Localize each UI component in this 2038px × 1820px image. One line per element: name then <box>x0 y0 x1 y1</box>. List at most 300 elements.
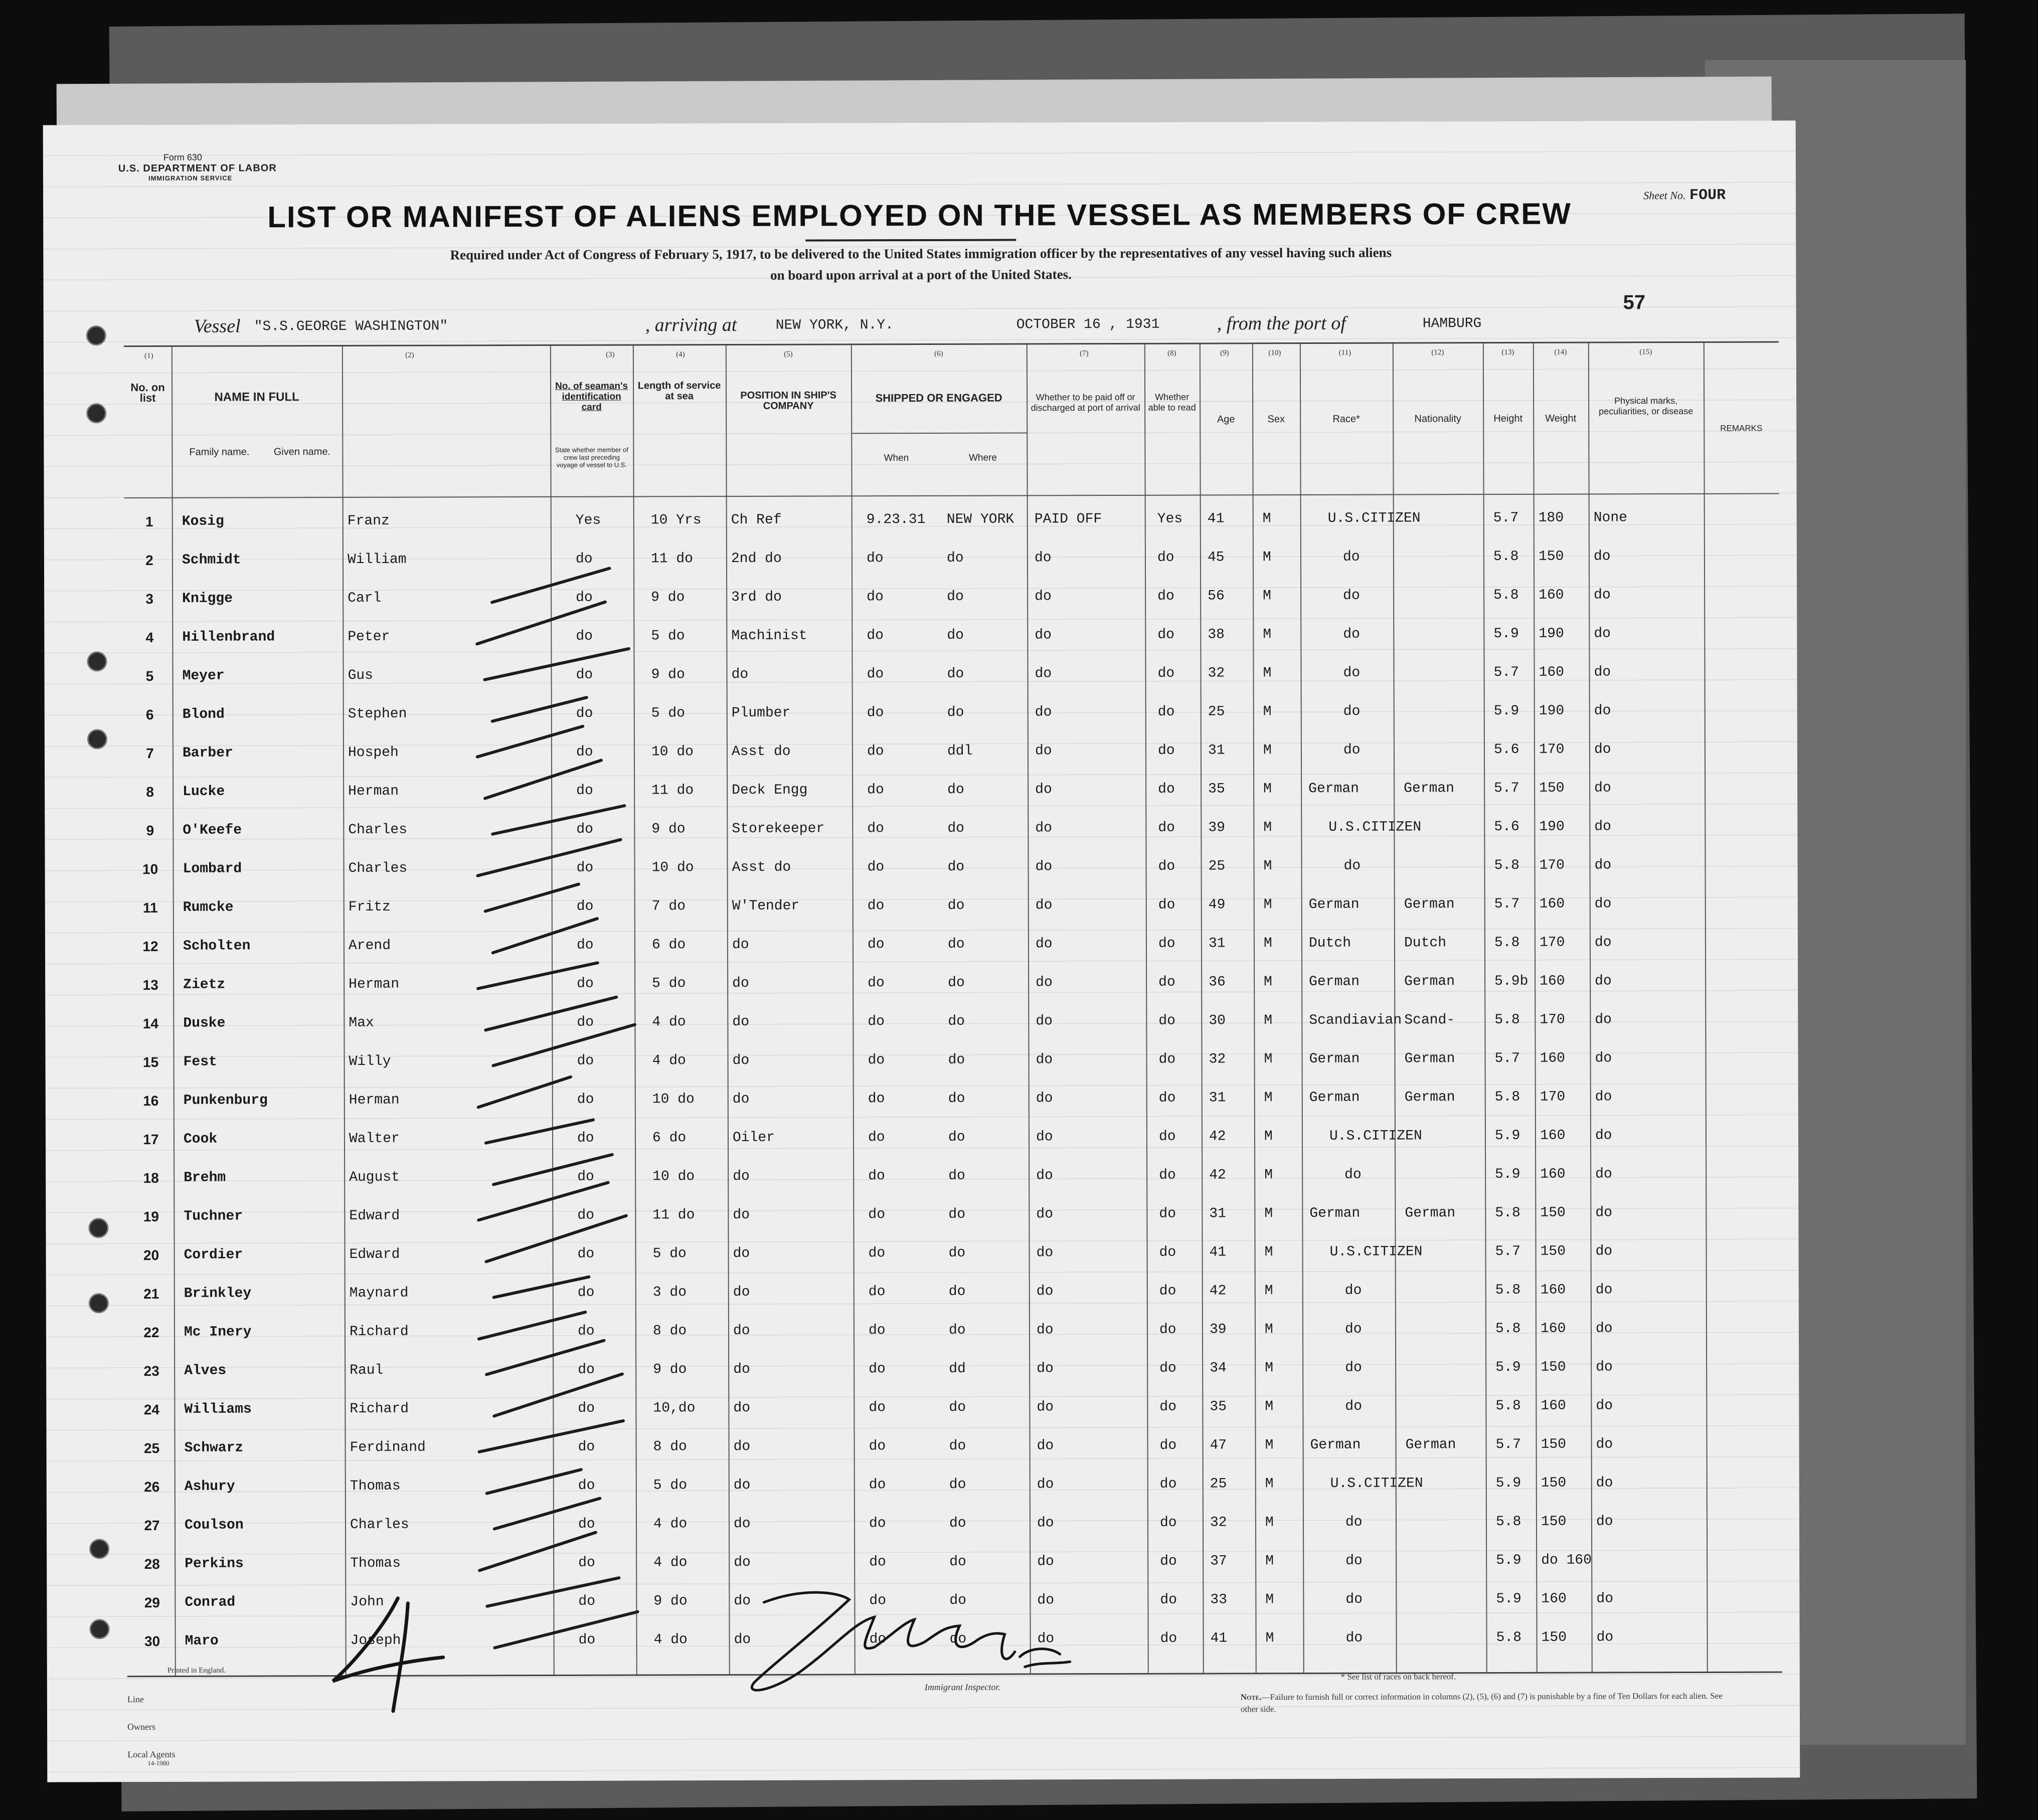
cell-physical-marks: None <box>1593 510 1628 526</box>
cell-able-to-read: do <box>1158 858 1175 874</box>
cell-previous-voyage: Yes <box>575 512 601 528</box>
cell-given-name: Richard <box>350 1401 409 1417</box>
header-no-on-list: No. on list <box>130 381 165 405</box>
cell-previous-voyage: do <box>578 1516 595 1532</box>
sheet-value: FOUR <box>1689 187 1726 204</box>
cell-race: Scandiavian <box>1309 1012 1402 1028</box>
cell-paid-off: do <box>1035 704 1052 720</box>
cell-race: German <box>1309 1051 1360 1067</box>
cell-race: do <box>1345 1591 1363 1607</box>
cell-family-name: Conrad <box>185 1594 236 1610</box>
cell-physical-marks: do <box>1594 857 1612 873</box>
cell-length-of-service: 9 do <box>651 821 686 837</box>
cell-able-to-read: do <box>1159 1360 1176 1376</box>
cell-previous-voyage: do <box>577 1207 595 1223</box>
cell-shipped-when: do <box>867 821 885 837</box>
cell-position: Deck Engg <box>732 782 808 798</box>
cell-race: German <box>1308 781 1360 797</box>
cell-height: 5.7 <box>1494 1050 1520 1067</box>
cell-age: 30 <box>1209 1013 1226 1029</box>
cell-weight: 150 <box>1541 1629 1567 1646</box>
cell-given-name: Arend <box>348 938 391 954</box>
cell-shipped-when: do <box>868 1168 885 1184</box>
cell-age: 31 <box>1208 743 1225 759</box>
column-number: (7) <box>1080 349 1089 358</box>
cell-height: 5.8 <box>1495 1398 1521 1414</box>
cell-paid-off: do <box>1035 627 1052 643</box>
form-code: 14-1980 <box>147 1759 169 1767</box>
cell-previous-voyage: do <box>578 1400 595 1416</box>
cell-paid-off: do <box>1034 550 1052 566</box>
cell-no: 13 <box>142 977 158 993</box>
cell-sex: M <box>1264 1283 1273 1299</box>
cell-race: do <box>1343 858 1361 874</box>
header-where: Where <box>968 452 997 463</box>
cell-age: 31 <box>1209 1090 1226 1106</box>
cell-sex: M <box>1264 1206 1273 1222</box>
cell-age: 41 <box>1207 511 1225 527</box>
cell-physical-marks: do <box>1595 1282 1613 1298</box>
cell-given-name: Maynard <box>349 1285 409 1301</box>
cell-position: do <box>734 1554 751 1570</box>
cell-shipped-where: do <box>948 975 965 991</box>
cell-length-of-service: 4 do <box>653 1516 688 1532</box>
cell-shipped-where: do <box>947 589 964 605</box>
cell-age: 42 <box>1209 1129 1226 1145</box>
cell-paid-off: do <box>1036 1284 1054 1300</box>
cell-physical-marks: do <box>1595 1321 1613 1337</box>
cell-height: 5.8 <box>1494 1012 1520 1028</box>
cell-shipped-when: do <box>867 628 884 644</box>
cell-shipped-when: do <box>868 975 885 991</box>
cell-height: 5.6 <box>1493 742 1519 758</box>
cell-shipped-where: do <box>947 704 964 720</box>
owners-label: Owners <box>127 1722 156 1732</box>
cell-age: 45 <box>1207 550 1225 566</box>
cell-given-name: Stephen <box>348 706 407 722</box>
cell-physical-marks: do <box>1596 1359 1613 1375</box>
cell-family-name: Maro <box>185 1633 219 1649</box>
table-row <box>126 1389 1781 1431</box>
cell-shipped-when: do <box>868 1323 886 1339</box>
cell-race: do <box>1345 1398 1363 1414</box>
cell-paid-off: do <box>1036 1129 1053 1145</box>
cell-sex: M <box>1264 974 1273 990</box>
cell-family-name: Brinkley <box>184 1286 252 1302</box>
cell-shipped-where: do <box>948 1052 965 1068</box>
cell-age: 41 <box>1209 1244 1227 1260</box>
cell-position: Plumber <box>731 705 791 721</box>
header-height: Height <box>1493 413 1523 425</box>
cell-weight: 160 <box>1540 1282 1566 1298</box>
table-row <box>124 578 1779 620</box>
subtitle-line-2: on board upon arrival at a port of the United States. <box>770 267 1072 283</box>
table-row <box>126 1080 1781 1122</box>
cell-given-name: Herman <box>348 783 399 799</box>
cell-no: 20 <box>143 1247 159 1263</box>
cell-given-name: Thomas <box>350 1478 401 1494</box>
cell-shipped-where: do <box>947 666 964 682</box>
table-row <box>125 848 1780 890</box>
binder-hole <box>86 325 106 345</box>
cell-position: do <box>733 1323 750 1339</box>
cell-family-name: Schwarz <box>184 1440 244 1456</box>
cell-shipped-when: do <box>867 782 884 798</box>
cell-physical-marks: do <box>1595 1243 1613 1259</box>
cell-race: do <box>1344 1321 1362 1337</box>
cell-weight: 160 <box>1540 1050 1566 1066</box>
cell-no: 5 <box>145 668 154 684</box>
cell-no: 19 <box>143 1208 159 1225</box>
cell-physical-marks: do <box>1595 1050 1612 1066</box>
cell-height: 5.7 <box>1493 664 1519 681</box>
header-race: Race* <box>1332 413 1360 425</box>
cell-position: Oiler <box>732 1130 775 1146</box>
cell-weight: 170 <box>1540 1012 1565 1028</box>
cell-physical-marks: do <box>1594 780 1611 796</box>
cell-weight: 160 <box>1539 896 1565 912</box>
cell-position: do <box>733 1438 751 1454</box>
cell-given-name: Herman <box>349 976 400 992</box>
form-number: Form 630 <box>163 152 202 162</box>
cell-age: 37 <box>1210 1553 1227 1569</box>
cell-physical-marks: do <box>1595 1128 1612 1144</box>
cell-length-of-service: 9 do <box>653 1362 687 1378</box>
cell-paid-off: do <box>1037 1515 1054 1531</box>
header-when: When <box>884 453 909 464</box>
header-weight: Weight <box>1545 413 1577 424</box>
cell-sex: M <box>1263 781 1272 797</box>
header-length-service: Length of service at sea <box>637 380 721 402</box>
column-number: (11) <box>1338 348 1351 357</box>
cell-age: 31 <box>1209 1206 1227 1222</box>
cell-able-to-read: do <box>1158 1129 1176 1145</box>
cell-height: 5.9b <box>1494 973 1528 990</box>
arriving-label: , arriving at <box>645 314 737 336</box>
vessel-label: Vessel <box>194 315 241 337</box>
cell-shipped-when: 9.23.31 <box>866 511 926 528</box>
cell-no: 3 <box>145 591 153 607</box>
cell-able-to-read: do <box>1159 1437 1177 1453</box>
cell-shipped-when: do <box>868 1052 885 1068</box>
cell-physical-marks: do <box>1593 549 1611 565</box>
cell-paid-off: do <box>1035 666 1052 682</box>
cell-shipped-when: do <box>869 1516 886 1532</box>
cell-physical-marks: do <box>1595 1205 1613 1221</box>
cell-no: 14 <box>142 1015 158 1032</box>
cell-shipped-when: do <box>867 705 884 721</box>
cell-position: Ch Ref <box>731 512 782 528</box>
cell-shipped-where: do <box>948 1245 966 1261</box>
cell-shipped-where: do <box>948 1284 966 1300</box>
cell-length-of-service: 3 do <box>652 1285 687 1301</box>
cell-age: 25 <box>1208 704 1225 720</box>
column-number: (9) <box>1220 349 1229 357</box>
cell-sex: M <box>1263 820 1272 836</box>
cell-length-of-service: 11 do <box>650 551 694 567</box>
table-row <box>124 501 1779 543</box>
cell-shipped-when: do <box>869 1400 886 1416</box>
cell-previous-voyage: do <box>578 1555 595 1571</box>
cell-paid-off: do <box>1037 1399 1054 1415</box>
cell-previous-voyage: do <box>578 1593 596 1609</box>
cell-weight: 190 <box>1539 626 1564 642</box>
cell-previous-voyage: do <box>576 937 594 953</box>
cell-weight: 150 <box>1540 1205 1566 1221</box>
header-paid-off: Whether to be paid off or discharged at port of arrival <box>1031 392 1140 413</box>
column-number: (5) <box>784 350 793 358</box>
header-previous-voyage: State whether member of crew last preceding voyage of vessel to U.S. <box>555 446 628 469</box>
cell-sex: M <box>1265 1476 1274 1492</box>
cell-shipped-when: do <box>867 589 884 605</box>
cell-able-to-read: do <box>1159 1322 1176 1338</box>
cell-family-name: Alves <box>184 1363 227 1379</box>
column-number: (1) <box>144 352 153 360</box>
cell-length-of-service: 9 do <box>651 667 685 683</box>
title-underline <box>805 239 1016 242</box>
subtitle-line-1: Required under Act of Congress of February 5, 1917, to be delivered to the United States immigration officer by the representatives of any vessel having such aliens <box>450 245 1392 263</box>
cell-sex: M <box>1265 1592 1274 1608</box>
cell-race: German <box>1309 1205 1361 1221</box>
cell-no: 30 <box>144 1633 160 1650</box>
cell-previous-voyage: do <box>578 1632 596 1648</box>
cell-family-name: Knigge <box>182 591 233 607</box>
cell-nationality: German <box>1404 781 1455 797</box>
cell-sex: M <box>1264 1129 1273 1145</box>
cell-sex: M <box>1263 704 1272 720</box>
cell-shipped-where: NEW YORK <box>946 511 1014 527</box>
cell-sex: M <box>1264 1322 1273 1338</box>
cell-sex: M <box>1265 1553 1274 1569</box>
header-shipped-engaged: SHIPPED OR ENGAGED <box>875 391 1002 405</box>
cell-family-name: Zietz <box>183 977 226 993</box>
cell-sex: M <box>1265 1437 1274 1453</box>
cell-weight: 160 <box>1540 1166 1566 1182</box>
cell-length-of-service: 11 do <box>652 1207 695 1223</box>
cell-previous-voyage: do <box>577 1323 595 1339</box>
cell-height: 5.7 <box>1495 1436 1521 1453</box>
cell-able-to-read: do <box>1158 820 1175 836</box>
cell-weight: 150 <box>1541 1475 1567 1491</box>
cell-shipped-where: do <box>949 1554 966 1570</box>
form-header <box>118 152 277 182</box>
cell-previous-voyage: do <box>577 1091 594 1108</box>
cell-previous-voyage: do <box>578 1439 595 1455</box>
cell-shipped-where: do <box>949 1477 966 1493</box>
cell-age: 32 <box>1208 665 1225 681</box>
cell-length-of-service: 4 do <box>652 1014 686 1030</box>
cell-physical-marks: do <box>1594 935 1612 951</box>
cell-sex: M <box>1263 858 1272 874</box>
cell-age: 25 <box>1208 858 1226 874</box>
cell-family-name: Kosig <box>182 513 224 529</box>
cell-sex: M <box>1263 936 1272 952</box>
cell-race: do <box>1343 703 1361 719</box>
cell-length-of-service: 4 do <box>652 1053 686 1069</box>
column-number: (6) <box>934 349 943 358</box>
cell-position: do <box>732 937 749 953</box>
cell-previous-voyage: do <box>577 1130 594 1146</box>
cell-shipped-when: do <box>868 1130 885 1146</box>
cell-previous-voyage: do <box>575 551 593 567</box>
cell-given-name: Edward <box>349 1208 400 1224</box>
table-row <box>126 1312 1781 1354</box>
cell-height: 5.8 <box>1494 935 1520 951</box>
cell-given-name: Max <box>349 1015 374 1031</box>
cell-shipped-where: do <box>948 1206 966 1222</box>
cell-able-to-read: Yes <box>1157 511 1183 527</box>
cell-height: 5.7 <box>1494 780 1519 797</box>
cell-weight: 150 <box>1541 1359 1566 1375</box>
cell-shipped-when: do <box>867 744 884 760</box>
cell-race: U.S.CITIZEN <box>1329 1128 1422 1144</box>
cell-nationality: German <box>1405 1205 1456 1221</box>
cell-position: do <box>733 1400 751 1416</box>
cell-weight: 160 <box>1541 1591 1567 1607</box>
binder-hole <box>88 1218 108 1238</box>
cell-shipped-when: do <box>868 1014 885 1030</box>
cell-physical-marks: do <box>1595 973 1612 989</box>
table-row <box>124 617 1779 659</box>
cell-length-of-service: 6 do <box>651 937 686 953</box>
cell-able-to-read: do <box>1159 1167 1176 1183</box>
cell-able-to-read: do <box>1157 704 1175 720</box>
cell-shipped-when: do <box>869 1593 887 1609</box>
cell-shipped-when: do <box>868 1207 886 1223</box>
cell-family-name: Tuchner <box>184 1208 243 1224</box>
column-number: (12) <box>1431 348 1444 357</box>
cell-given-name: Charles <box>350 1517 409 1533</box>
cell-weight: 160 <box>1541 1398 1566 1414</box>
cell-physical-marks: do <box>1594 819 1612 835</box>
pencil-check-mark <box>490 695 588 723</box>
cell-able-to-read: do <box>1159 1283 1176 1299</box>
cell-shipped-where: do <box>947 859 965 875</box>
cell-physical-marks: do <box>1596 1436 1613 1452</box>
cell-given-name: Ferdinand <box>350 1439 426 1455</box>
cell-family-name: Duske <box>183 1015 226 1031</box>
table-row <box>125 694 1780 736</box>
cell-sex: M <box>1264 1244 1273 1260</box>
cell-height: 5.7 <box>1495 1243 1521 1260</box>
cell-length-of-service: 5 do <box>652 976 686 992</box>
cell-length-of-service: 4 do <box>653 1632 688 1648</box>
cell-age: 35 <box>1208 781 1225 797</box>
cell-age: 47 <box>1210 1437 1227 1453</box>
cell-able-to-read: do <box>1157 550 1174 566</box>
cell-previous-voyage: do <box>576 860 594 876</box>
cell-previous-voyage: do <box>576 590 593 606</box>
cell-family-name: Schmidt <box>182 552 241 568</box>
cell-given-name: Charles <box>348 860 408 876</box>
cell-weight: 160 <box>1539 664 1565 680</box>
cell-age: 33 <box>1210 1592 1228 1608</box>
cell-no: 10 <box>142 861 158 877</box>
cell-age: 32 <box>1210 1515 1227 1531</box>
cell-sex: M <box>1265 1515 1274 1531</box>
cell-weight: 170 <box>1539 935 1565 951</box>
table-row <box>126 1119 1781 1161</box>
vessel-name: "S.S.GEORGE WASHINGTON" <box>254 318 448 335</box>
header-given-name: Given name. <box>273 446 331 458</box>
cell-position: do <box>733 1245 750 1261</box>
cell-height: 5.9 <box>1496 1552 1521 1569</box>
cell-no: 12 <box>142 938 158 955</box>
cell-position: do <box>733 1284 750 1300</box>
cell-able-to-read: do <box>1160 1592 1177 1608</box>
cell-age: 36 <box>1209 974 1226 990</box>
cell-able-to-read: do <box>1158 1090 1176 1106</box>
cell-no: 11 <box>142 899 158 916</box>
table-row <box>126 1196 1781 1238</box>
cell-previous-voyage: do <box>576 628 593 644</box>
cell-physical-marks: do <box>1594 896 1612 912</box>
cell-able-to-read: do <box>1158 974 1175 990</box>
cell-length-of-service: 9 do <box>651 590 685 606</box>
department-name: U.S. DEPARTMENT OF LABOR <box>118 162 277 174</box>
cell-paid-off: do <box>1037 1631 1055 1647</box>
cell-height: 5.9 <box>1496 1591 1521 1607</box>
cell-family-name: Cordier <box>184 1247 243 1263</box>
cell-given-name: Hospeh <box>348 745 399 761</box>
cell-no: 2 <box>145 553 153 569</box>
cell-given-name: Thomas <box>350 1555 401 1571</box>
cell-no: 29 <box>144 1594 160 1611</box>
cell-height: 5.8 <box>1495 1514 1521 1530</box>
cell-previous-voyage: do <box>577 1285 595 1301</box>
cell-length-of-service: 6 do <box>652 1130 687 1146</box>
cell-able-to-read: do <box>1157 743 1175 759</box>
cell-race: do <box>1343 742 1361 758</box>
cell-physical-marks: do <box>1594 664 1611 680</box>
cell-physical-marks: do <box>1596 1591 1614 1607</box>
cell-position: 3rd do <box>731 589 782 605</box>
cell-no: 8 <box>146 784 154 800</box>
cell-weight: 170 <box>1540 1089 1566 1105</box>
cell-shipped-where: do <box>947 820 965 836</box>
cell-weight: 150 <box>1541 1514 1567 1530</box>
cell-no: 15 <box>142 1054 159 1070</box>
binder-hole <box>89 1619 109 1639</box>
cell-able-to-read: do <box>1159 1476 1177 1492</box>
cell-shipped-where: do <box>949 1592 967 1608</box>
cell-no: 7 <box>146 746 154 762</box>
cell-shipped-where: do <box>949 1515 966 1531</box>
column-number: (2) <box>405 351 414 359</box>
page-title: LIST OR MANIFEST OF ALIENS EMPLOYED ON THE VESSEL AS MEMBERS OF CREW <box>267 197 1572 234</box>
cell-nationality: Scand- <box>1404 1012 1455 1028</box>
cell-height: 5.9 <box>1495 1475 1521 1492</box>
cell-family-name: Cook <box>183 1131 218 1147</box>
cell-shipped-where: do <box>947 782 964 798</box>
cell-length-of-service: 10,do <box>653 1400 696 1416</box>
binder-hole <box>87 651 107 671</box>
header-rule <box>124 493 1779 499</box>
cell-weight: 160 <box>1540 1321 1566 1337</box>
cell-height: 5.7 <box>1493 510 1519 526</box>
cell-weight: 150 <box>1540 1243 1566 1259</box>
cell-length-of-service: 4 do <box>653 1555 688 1571</box>
cell-no: 27 <box>144 1517 160 1534</box>
cell-sex: M <box>1263 627 1272 643</box>
cell-no: 26 <box>144 1479 160 1495</box>
cell-length-of-service: 9 do <box>653 1593 688 1609</box>
cell-family-name: Brehm <box>184 1170 226 1186</box>
page-subtitle <box>269 242 1573 287</box>
cell-family-name: Lombard <box>183 861 242 877</box>
cell-sex: M <box>1263 743 1272 759</box>
cell-height: 5.8 <box>1495 1321 1521 1337</box>
